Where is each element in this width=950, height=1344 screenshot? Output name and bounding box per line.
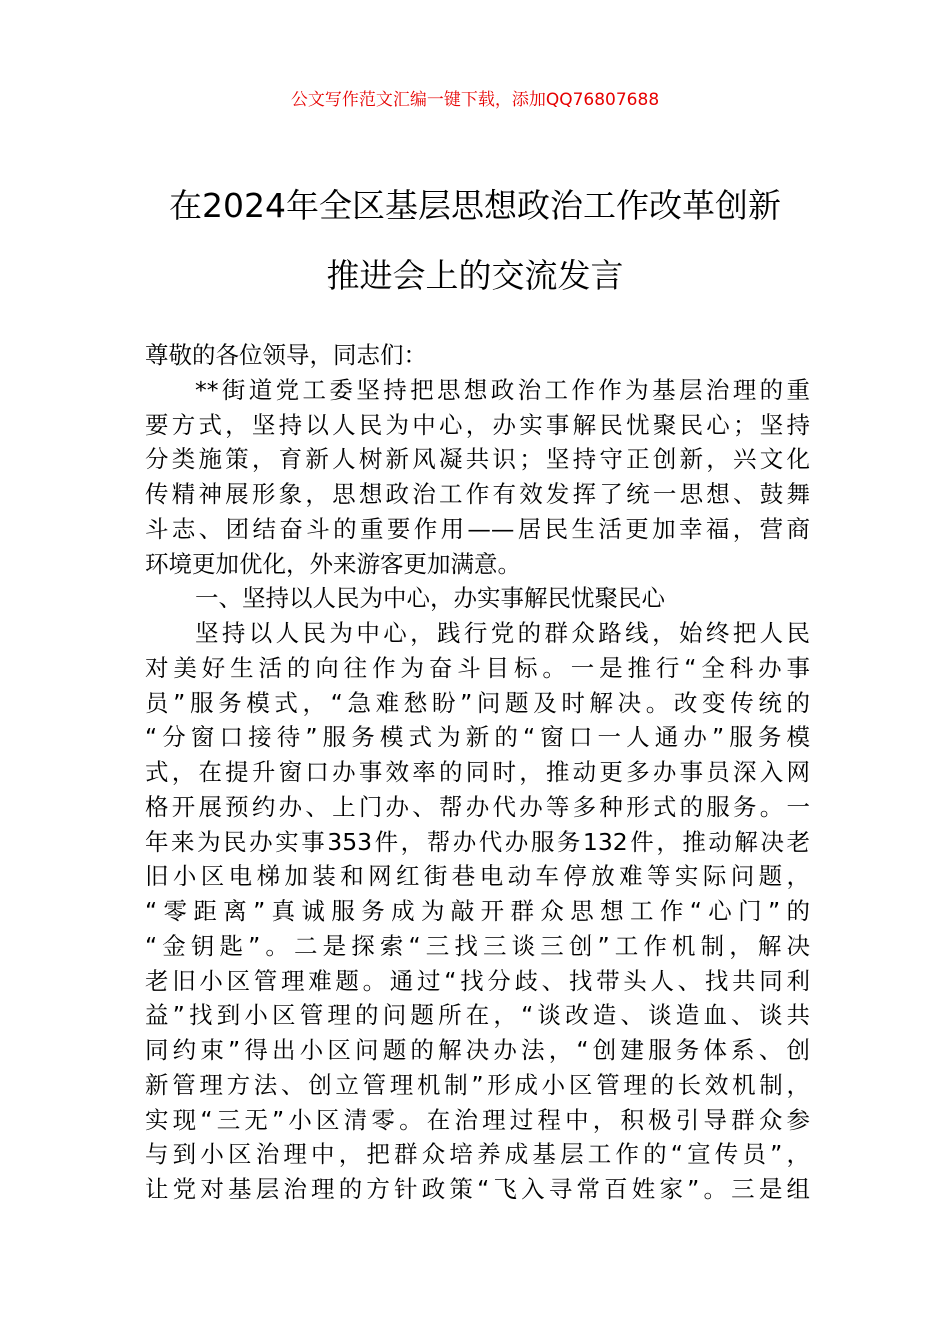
body-text-line: 环境更加优化，外来游客更加满意。 xyxy=(145,549,521,578)
body-text-line: 让党对基层治理的方针政策“飞入寻常百姓家”。三是组 xyxy=(145,1175,810,1203)
body-text-line: “金钥匙”。二是探索“三找三谈三创”工作机制，解决 xyxy=(145,931,810,960)
body-text-line: 老旧小区管理难题。通过“找分歧、找带头人、找共同利 xyxy=(145,966,810,995)
body-text-line: “分窗口接待”服务模式为新的“窗口一人通办”服务模 xyxy=(145,723,810,752)
body-text-line: 益”找到小区管理的问题所在，“谈改造、谈造血、谈共 xyxy=(145,1001,810,1030)
download-banner: 公文写作范文汇编一键下载，添加QQ76807688 xyxy=(290,90,660,110)
body-text-line: 传精神展形象，思想政治工作有效发挥了统一思想、鼓舞 xyxy=(145,480,810,508)
body-text-line: 坚持以人民为中心，践行党的群众路线，始终把人民 xyxy=(195,619,810,647)
section-heading: 一、坚持以人民为中心，办实事解民忧聚民心 xyxy=(195,584,665,613)
body-text-line: 年来为民办实事353件，帮办代办服务132件，推动解决老 xyxy=(145,827,810,856)
body-text-line: 分类施策，育新人树新风凝共识；坚持守正创新，兴文化 xyxy=(145,445,810,474)
salutation: 尊敬的各位领导，同志们： xyxy=(145,341,427,369)
document-body xyxy=(145,338,810,1207)
body-text-line: 实现“三无”小区清零。在治理过程中，积极引导群众参 xyxy=(145,1105,810,1134)
body-text-line: 式，在提升窗口办事效率的同时，推动更多办事员深入网 xyxy=(145,758,810,786)
body-text-line: 对美好生活的向往作为奋斗目标。一是推行“全科办事 xyxy=(145,653,810,682)
body-text-line: 与到小区治理中，把群众培养成基层工作的“宣传员”， xyxy=(145,1140,810,1169)
document-title-line-2: 推进会上的交流发言 xyxy=(326,256,624,295)
body-text-line: 新管理方法、创立管理机制”形成小区管理的长效机制， xyxy=(145,1070,810,1099)
body-text-line: 斗志、团结奋斗的重要作用——居民生活更加幸福，营商 xyxy=(145,514,810,543)
document-title-line-1: 在2024年全区基层思想政治工作改革创新 xyxy=(169,186,781,225)
body-text-line: **街道党工委坚持把思想政治工作作为基层治理的重 xyxy=(195,375,810,404)
body-text-line: 员”服务模式，“急难愁盼”问题及时解决。改变传统的 xyxy=(145,688,810,717)
body-text-line: 格开展预约办、上门办、帮办代办等多种形式的服务。一 xyxy=(145,792,810,821)
body-text-line: 要方式，坚持以人民为中心，办实事解民忧聚民心；坚持 xyxy=(145,410,810,439)
body-text-line: 同约束”得出小区问题的解决办法，“创建服务体系、创 xyxy=(145,1036,810,1064)
body-text-line: 旧小区电梯加装和网红街巷电动车停放难等实际问题， xyxy=(145,862,810,891)
body-text-line: “零距离”真诚服务成为敲开群众思想工作“心门”的 xyxy=(145,897,810,925)
